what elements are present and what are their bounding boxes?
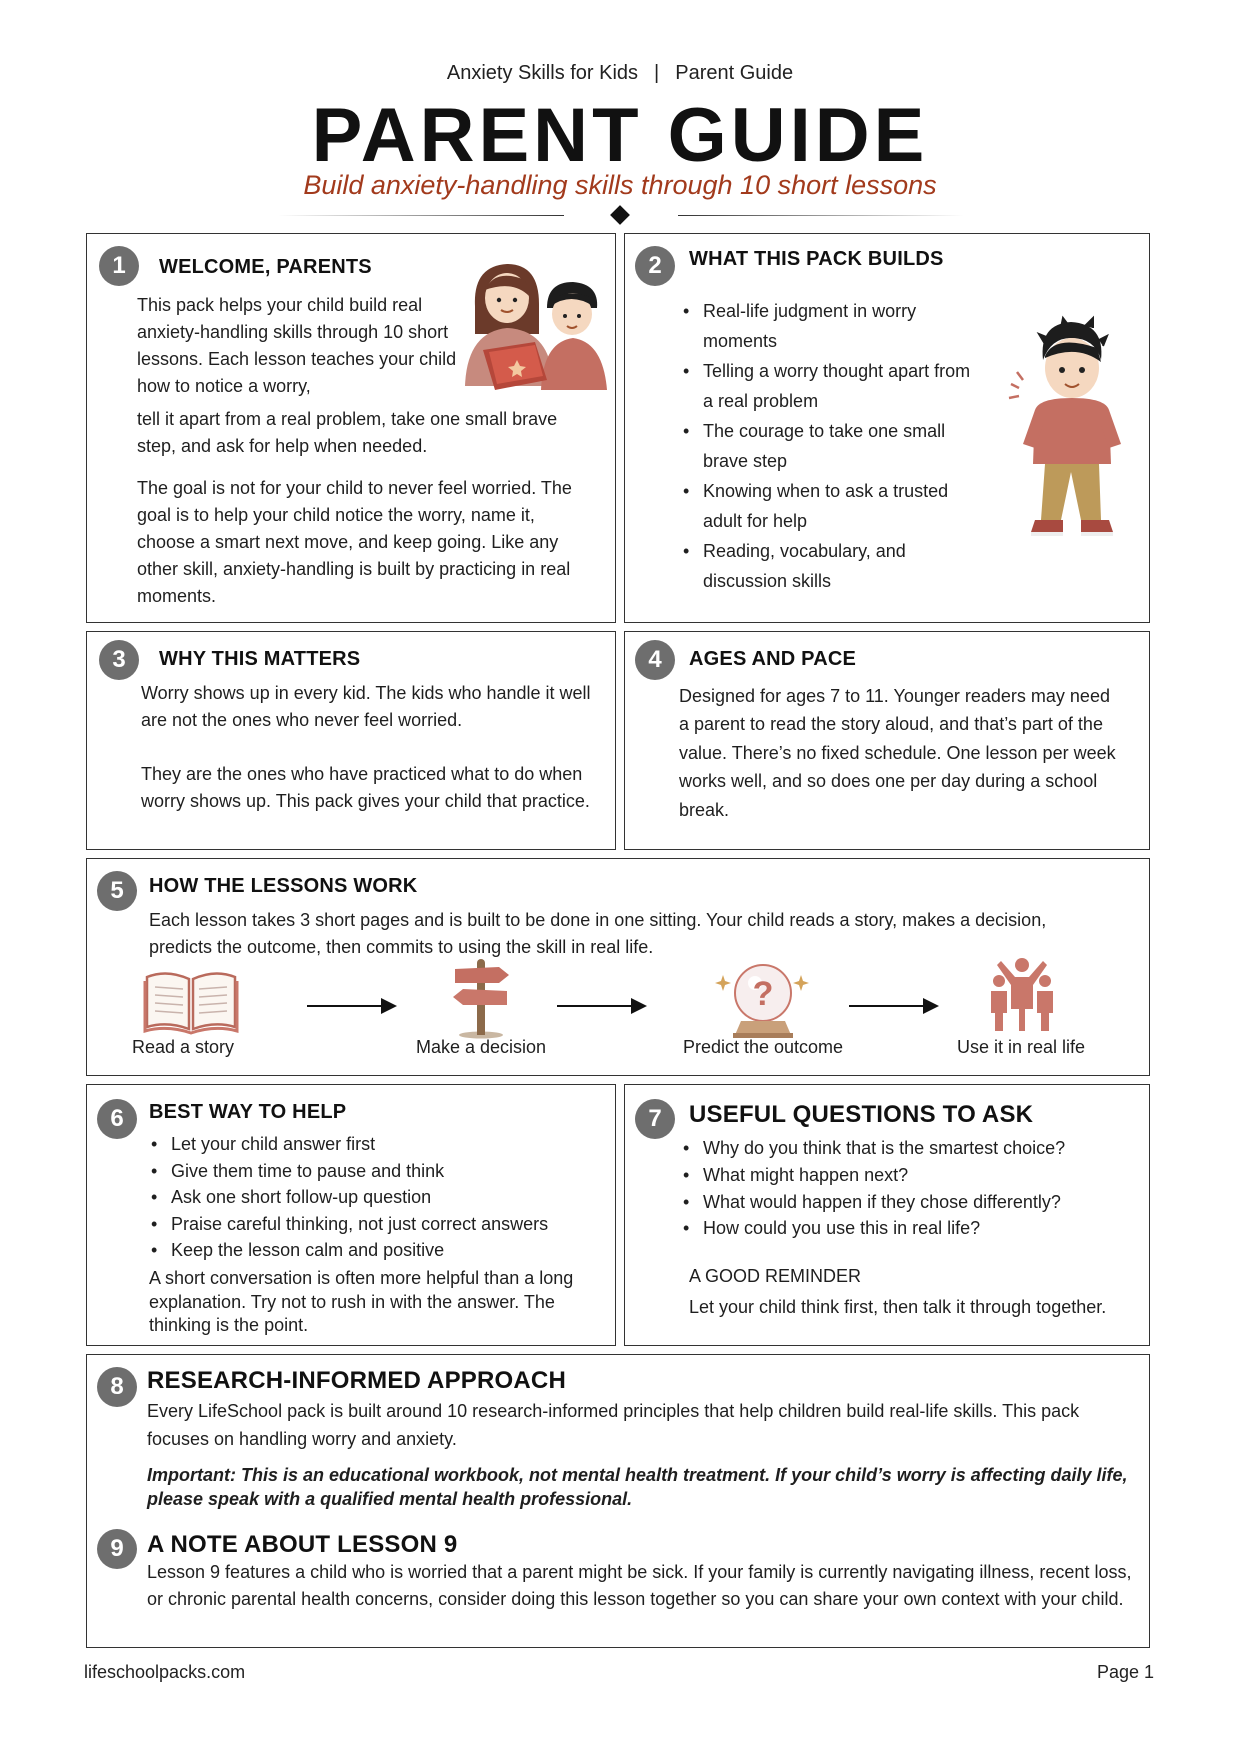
section-how-the-lessons-work	[86, 858, 1150, 1076]
page-title: PARENT GUIDE	[311, 93, 929, 178]
section-number-badge: 5	[97, 871, 137, 911]
list-item: • Keep the lesson calm and positive	[147, 1237, 607, 1264]
list-item: • Telling a worry thought apart from a real problem	[679, 356, 979, 416]
important-note: Important: This is an educational workbook, not mental health treatment. If your child’s worry is affecting daily life, please speak with a qualified mental health professional.	[147, 1465, 1128, 1509]
section-number-badge: 4	[635, 640, 675, 680]
help-tips-list	[147, 1131, 607, 1264]
signpost-icon	[445, 959, 517, 1039]
list-item: • Let your child answer first	[147, 1131, 607, 1158]
list-item: • Praise careful thinking, not just correct answers	[147, 1211, 607, 1238]
footer-page-number: Page 1	[1096, 1662, 1154, 1682]
section-number-badge: 8	[97, 1367, 137, 1407]
section-number-badge: 3	[99, 640, 139, 680]
section-title: RESEARCH-INFORMED APPROACH	[147, 1367, 566, 1394]
footer-website: lifeschoolpacks.com	[84, 1662, 246, 1682]
arrow-right-icon	[307, 1005, 395, 1007]
section-why-this-matters	[86, 631, 616, 850]
group-people-icon	[989, 955, 1055, 1031]
section-title: AGES AND PACE	[689, 648, 857, 670]
step-label-predict-the-outcome: Predict the outcome	[682, 1037, 844, 1057]
parent-reading-with-child-icon	[455, 246, 615, 394]
open-book-icon	[143, 967, 239, 1035]
pack-builds-list	[679, 296, 979, 596]
section-number-badge: 1	[99, 246, 139, 286]
why-paragraph-2: They are the ones who have practiced what to do when worry shows up. This pack gives your child that practice.	[141, 764, 590, 811]
doc-type: Parent Guide	[675, 62, 794, 84]
welcome-paragraph-2: The goal is not for your child to never feel worried. The goal is to help your child notice the worry, name it, choose a smart next move, and keep going. Like any other skill, anxiety-handling is built by practicing in real moments.	[137, 478, 572, 606]
crystal-ball-icon	[711, 959, 815, 1039]
section-useful-questions	[624, 1084, 1150, 1346]
header-series-line	[0, 62, 1240, 85]
step-label-read-a-story: Read a story	[131, 1037, 235, 1057]
reminder-title: A GOOD REMINDER	[689, 1266, 862, 1286]
section-welcome	[86, 233, 616, 623]
section-title: A NOTE ABOUT LESSON 9	[147, 1531, 458, 1558]
section-title: HOW THE LESSONS WORK	[149, 875, 418, 897]
research-paragraph: Every LifeSchool pack is built around 10 research-informed principles that help children build real-life skills. This pack focuses on handling worry and anxiety.	[147, 1401, 1080, 1449]
section-title: USEFUL QUESTIONS TO ASK	[689, 1101, 1034, 1128]
arrow-right-icon	[849, 1005, 937, 1007]
section-title: WHY THIS MATTERS	[159, 648, 361, 670]
section-what-this-pack-builds	[624, 233, 1150, 623]
list-item: • What would happen if they chose differently?	[679, 1189, 1139, 1216]
list-item: • Reading, vocabulary, and discussion skills	[679, 536, 979, 596]
section-number-badge: 7	[635, 1099, 675, 1139]
list-item: • The courage to take one small brave step	[679, 416, 979, 476]
welcome-paragraph-1b: tell it apart from a real problem, take one small brave step, and ask for help when needed.	[137, 409, 558, 456]
page-subtitle: Build anxiety-handling skills through 10 short lessons	[303, 170, 937, 200]
list-item: • Ask one short follow-up question	[147, 1184, 607, 1211]
section-title: BEST WAY TO HELP	[149, 1101, 347, 1123]
section-best-way-to-help	[86, 1084, 616, 1346]
questions-list	[679, 1135, 1139, 1242]
title-divider	[278, 204, 964, 228]
section-research-and-lesson-9	[86, 1354, 1150, 1648]
boy-standing-icon	[1005, 314, 1135, 546]
section-ages-and-pace	[624, 631, 1150, 850]
header-separator: |	[654, 62, 660, 84]
help-paragraph: A short conversation is often more helpful than a long explanation. Try not to rush in with the answer. The thinking is the point.	[149, 1268, 574, 1335]
arrow-right-icon	[557, 1005, 645, 1007]
series-name: Anxiety Skills for Kids	[446, 62, 639, 84]
list-item: • Why do you think that is the smartest choice?	[679, 1135, 1139, 1162]
list-item: • Real-life judgment in worry moments	[679, 296, 979, 356]
list-item: • What might happen next?	[679, 1162, 1139, 1189]
lessons-paragraph: Each lesson takes 3 short pages and is built to be done in one sitting. Your child reads a story, makes a decision, predicts the outcome, then commits to using the skill in real life.	[149, 910, 1047, 957]
section-number-badge: 9	[97, 1529, 137, 1569]
svg-text:?: ?	[752, 975, 774, 1013]
diamond-icon	[610, 205, 630, 225]
list-item: • Give them time to pause and think	[147, 1158, 607, 1185]
list-item: • How could you use this in real life?	[679, 1215, 1139, 1242]
lesson-9-paragraph: Lesson 9 features a child who is worried that a parent might be sick. If your family is currently navigating illness, recent loss, or chronic parental health concerns, consider doing this lesson together so you can share your own context with your child.	[147, 1562, 1132, 1609]
step-label-use-it-in-real-life: Use it in real life	[956, 1037, 1086, 1057]
section-title: WHAT THIS PACK BUILDS	[689, 248, 944, 270]
list-item: • Knowing when to ask a trusted adult for help	[679, 476, 979, 536]
section-number-badge: 6	[97, 1099, 137, 1139]
section-title: WELCOME, PARENTS	[159, 256, 372, 278]
welcome-paragraph-1a: This pack helps your child build real anxiety-handling skills through 10 short lessons. Each lesson teaches your child how to notice a worry,	[137, 295, 457, 396]
reminder-text: Let your child think first, then talk it through together.	[689, 1297, 1107, 1317]
why-paragraph-1: Worry shows up in every kid. The kids who handle it well are not the ones who never feel worried.	[141, 683, 591, 730]
section-number-badge: 2	[635, 246, 675, 286]
step-label-make-a-decision: Make a decision	[415, 1037, 547, 1057]
ages-paragraph: Designed for ages 7 to 11. Younger readers may need a parent to read the story aloud, and that’s part of the value. There’s no fixed schedule. One lesson per week works well, and so does one per day during a school break.	[679, 686, 1116, 820]
